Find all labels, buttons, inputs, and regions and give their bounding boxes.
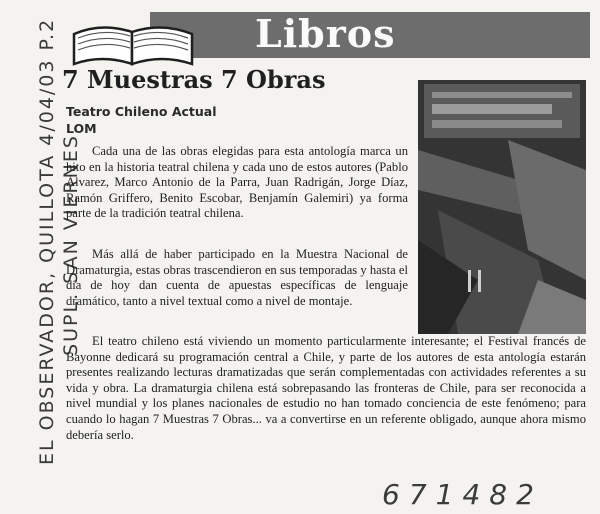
book-subtitle: Teatro Chileno Actual <box>66 104 217 119</box>
paragraph-1: Cada una de las obras elegidas para esta antología marca un hito en la historia teatral chilena y cada uno de estos autores (Pablo Álvarez, Marco Antonio de la Parra, Juan Radrigán, Jorge Díaz, Ramón Griffero, Benito Escobar, Benjamín Galemiri) ya forma parte de la tradición teatral chilena. <box>66 144 408 221</box>
handwritten-catalog-number: 671482 <box>382 478 543 511</box>
section-title: Libros <box>255 11 396 56</box>
handwritten-note-line-1: EL OBSERVADOR, QUILLOTA 4/04/03 P.2 <box>36 17 58 465</box>
paragraph-3: El teatro chileno está viviendo un momento particularmente interesante; el Festival francés de Bayonne dedicará su programación central a Chile, y parte de los autores de esta antología estarán presentes realizando lecturas dramatizadas que serán complementadas con actividades referentes a su vida y obra. La dramaturgia chilena está sobrepasando las fronteras de Chile, para ser reconocida a nivel mundial y los planes nacionales de estudio no han tomado conciencia de este fenómeno; para cuando lo hagan 7 Muestras 7 Obras... va a convertirse en un referente obligado, aunque ahora mismo debería serlo. <box>66 334 586 442</box>
book-cover-image <box>418 80 586 334</box>
open-book-icon <box>68 8 198 68</box>
paragraph-2: Más allá de haber participado en la Muestra Nacional de Dramaturgia, estas obras trascendieron en sus temporadas y hasta el día de hoy dan cuenta de apuestas específicas de lenguaje dramático, tanto a nivel textual como a nivel de montaje. <box>66 247 408 308</box>
publisher-name: LOM <box>66 121 97 136</box>
handwritten-note-line-2: SUPL. SAN VIERNES <box>60 134 82 356</box>
article-title: 7 Muestras 7 Obras <box>62 65 326 94</box>
